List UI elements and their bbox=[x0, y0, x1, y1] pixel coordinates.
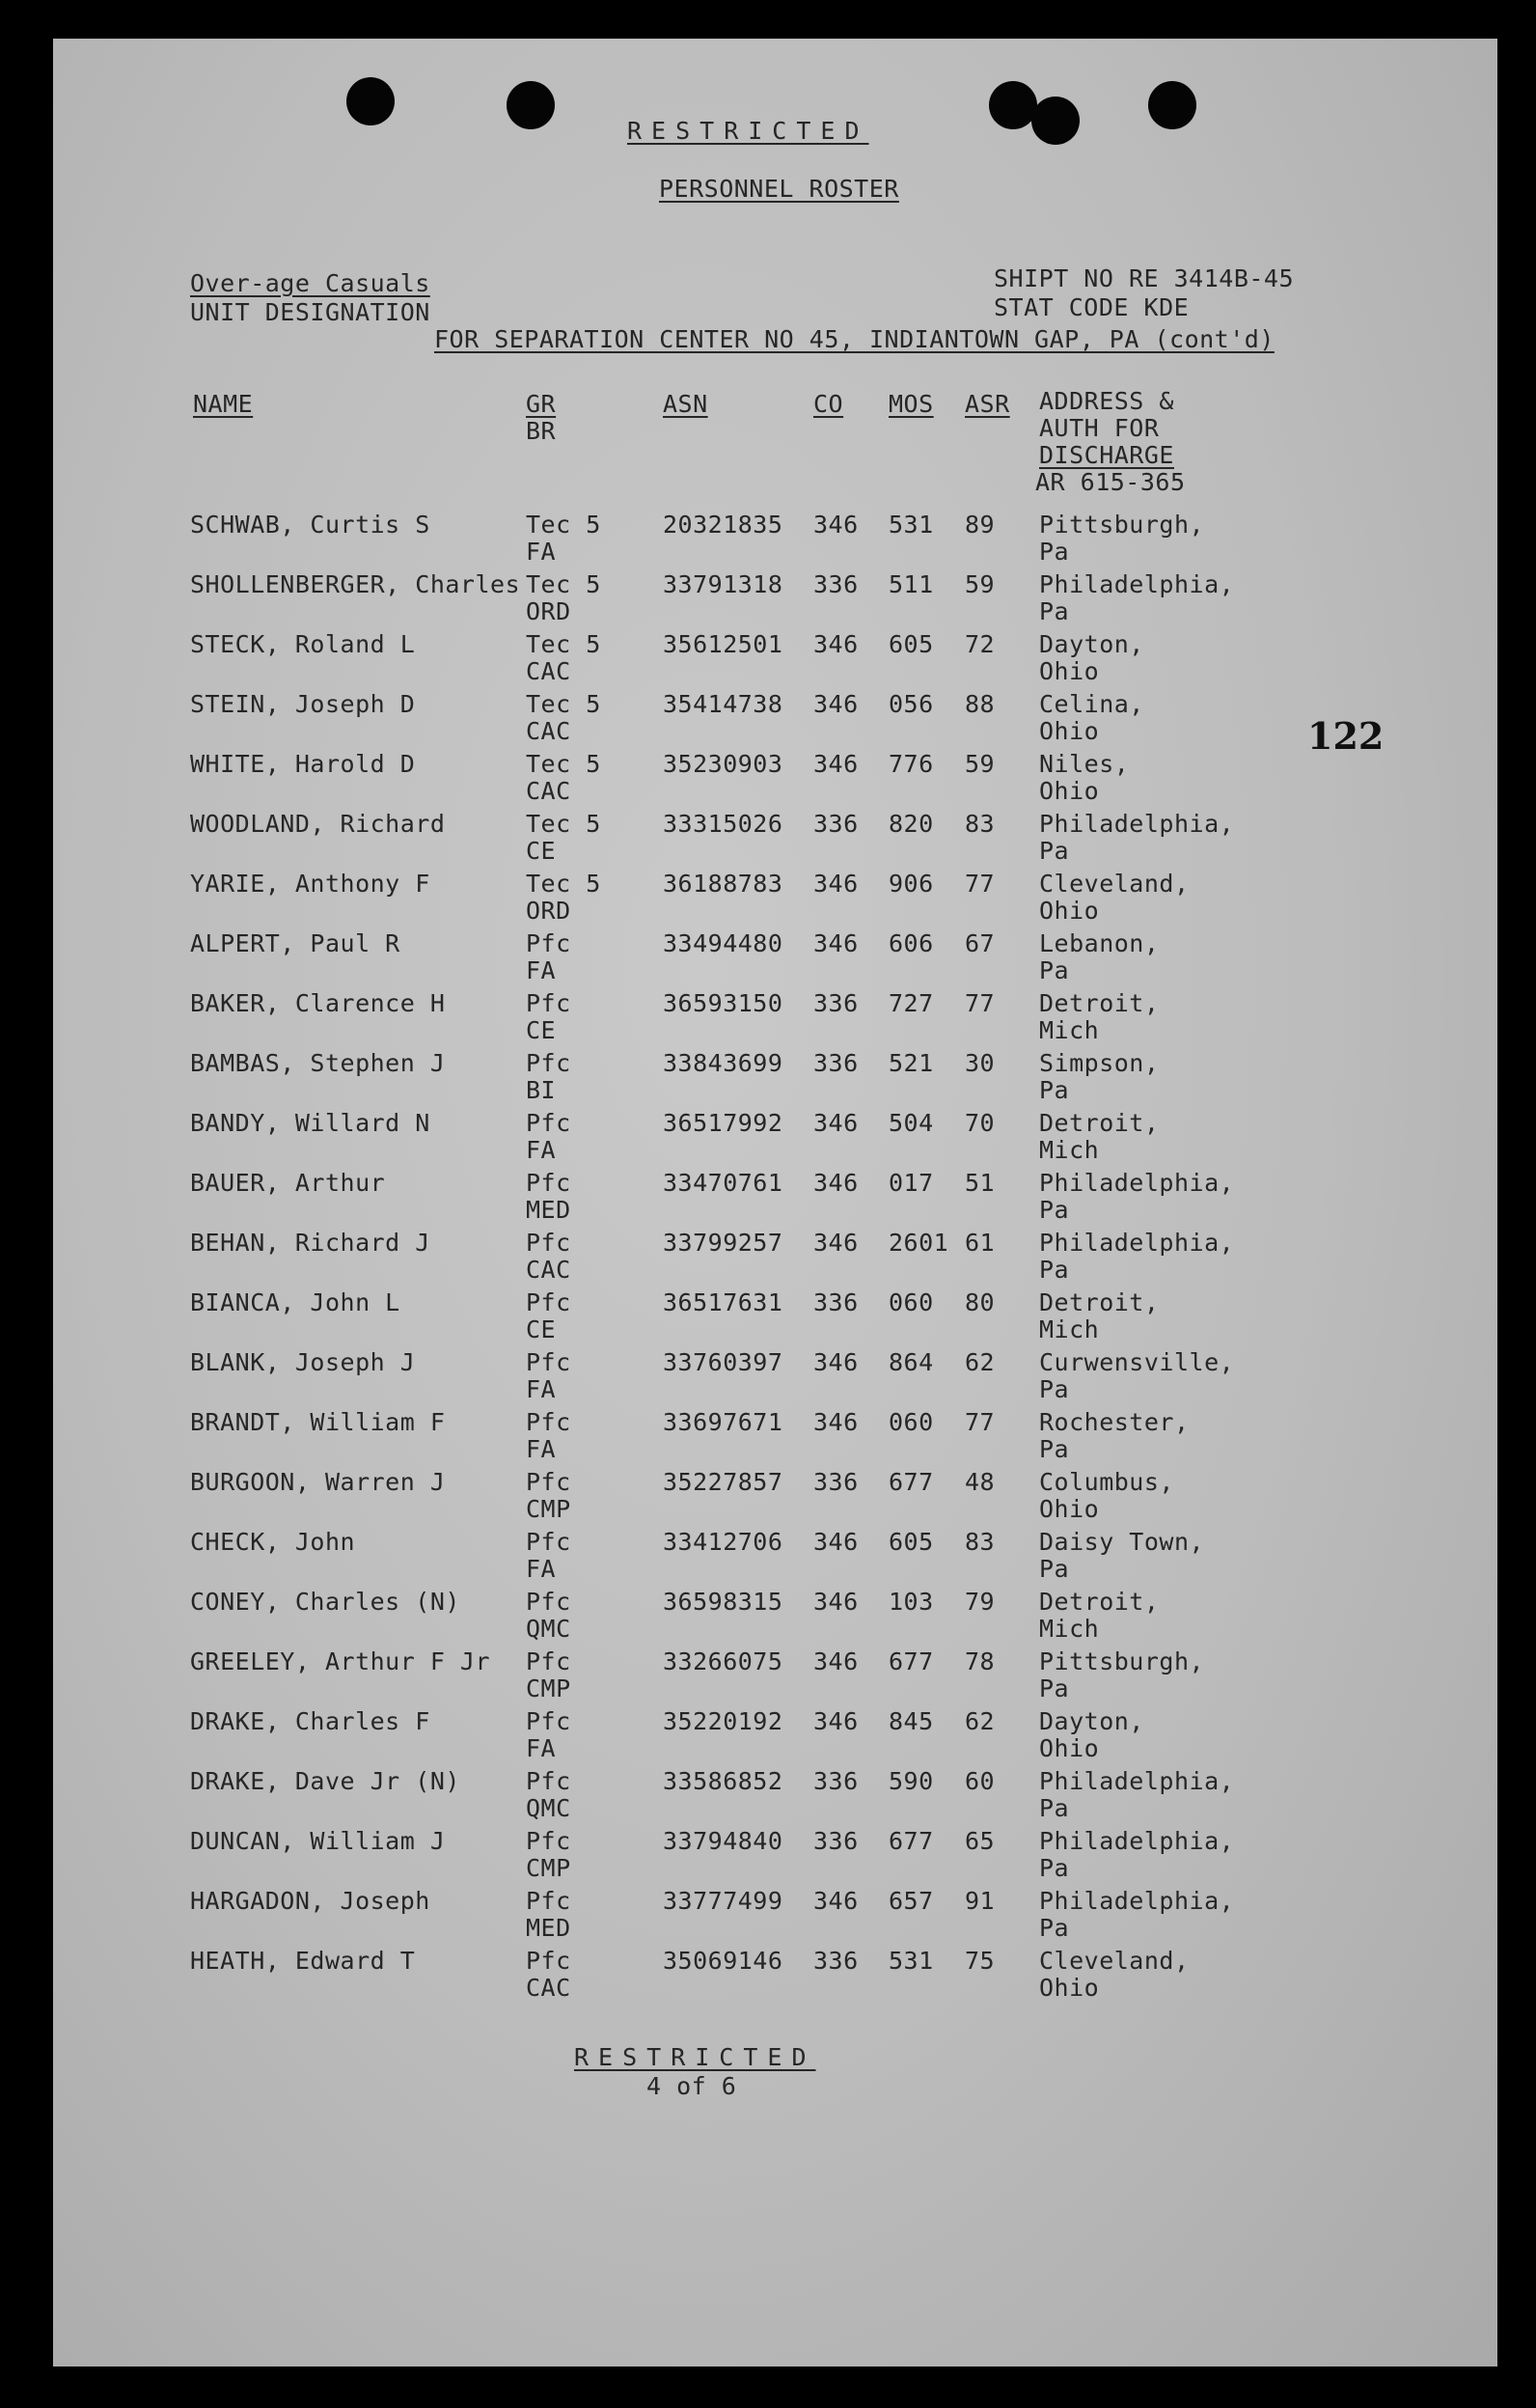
unit-designation-label: UNIT DESIGNATION bbox=[190, 298, 430, 326]
row-branch: MED bbox=[526, 1914, 571, 1942]
row-asn: 36598315 bbox=[663, 1588, 783, 1616]
row-mos: 776 bbox=[889, 750, 934, 778]
row-name: CHECK, John bbox=[190, 1528, 356, 1556]
row-mos: 590 bbox=[889, 1767, 934, 1795]
roster-title: PERSONNEL ROSTER bbox=[659, 175, 899, 203]
row-grade: Tec 5 bbox=[526, 630, 601, 658]
row-branch: FA bbox=[526, 1734, 557, 1762]
row-grade: Pfc bbox=[526, 1049, 571, 1077]
row-asr: 59 bbox=[965, 750, 996, 778]
row-grade: Pfc bbox=[526, 1887, 571, 1915]
row-mos: 531 bbox=[889, 1947, 934, 1975]
row-asr: 51 bbox=[965, 1169, 996, 1197]
row-asn: 20321835 bbox=[663, 511, 783, 539]
restricted-footer: RESTRICTED bbox=[574, 2043, 816, 2071]
row-name: CONEY, Charles (N) bbox=[190, 1588, 460, 1616]
row-city: Dayton, bbox=[1039, 1707, 1144, 1735]
row-asn: 36188783 bbox=[663, 870, 783, 898]
row-co: 346 bbox=[813, 1348, 859, 1376]
row-asn: 33697671 bbox=[663, 1408, 783, 1436]
row-asr: 77 bbox=[965, 1408, 996, 1436]
row-asr: 77 bbox=[965, 989, 996, 1017]
row-mos: 906 bbox=[889, 870, 934, 898]
row-asn: 33586852 bbox=[663, 1767, 783, 1795]
row-city: Detroit, bbox=[1039, 1109, 1160, 1137]
row-co: 346 bbox=[813, 1707, 859, 1735]
row-grade: Tec 5 bbox=[526, 570, 601, 598]
row-asn: 36593150 bbox=[663, 989, 783, 1017]
col-address-header-1: ADDRESS & bbox=[1039, 387, 1174, 415]
shipment-number: SHIPT NO RE 3414B-45 bbox=[994, 264, 1295, 292]
row-mos: 727 bbox=[889, 989, 934, 1017]
row-grade: Pfc bbox=[526, 1647, 571, 1675]
punch-hole-3 bbox=[989, 81, 1037, 129]
row-grade: Tec 5 bbox=[526, 810, 601, 838]
row-co: 336 bbox=[813, 1468, 859, 1496]
row-asr: 30 bbox=[965, 1049, 996, 1077]
col-name-header: NAME bbox=[193, 390, 254, 418]
row-asr: 70 bbox=[965, 1109, 996, 1137]
row-branch: FA bbox=[526, 956, 557, 984]
row-city: Detroit, bbox=[1039, 1288, 1160, 1316]
row-asn: 35230903 bbox=[663, 750, 783, 778]
row-branch: BI bbox=[526, 1076, 557, 1104]
row-city: Philadelphia, bbox=[1039, 1229, 1235, 1257]
row-asr: 78 bbox=[965, 1647, 996, 1675]
row-asr: 88 bbox=[965, 690, 996, 718]
row-grade: Tec 5 bbox=[526, 511, 601, 539]
row-state: Pa bbox=[1039, 1196, 1070, 1224]
row-mos: 511 bbox=[889, 570, 934, 598]
roster-page bbox=[53, 39, 1497, 2366]
row-branch: ORD bbox=[526, 897, 571, 925]
col-address-header-3: DISCHARGE bbox=[1039, 441, 1174, 469]
col-grade-header: GR bbox=[526, 390, 557, 418]
row-state: Pa bbox=[1039, 1555, 1070, 1583]
row-asr: 83 bbox=[965, 810, 996, 838]
row-mos: 521 bbox=[889, 1049, 934, 1077]
row-grade: Pfc bbox=[526, 1767, 571, 1795]
row-city: Daisy Town, bbox=[1039, 1528, 1205, 1556]
row-branch: CE bbox=[526, 837, 557, 865]
row-asn: 33470761 bbox=[663, 1169, 783, 1197]
col-mos-header: MOS bbox=[889, 390, 934, 418]
destination: FOR SEPARATION CENTER NO 45, INDIANTOWN GAP, PA (cont'd) bbox=[434, 325, 1275, 353]
row-asn: 35227857 bbox=[663, 1468, 783, 1496]
row-city: Columbus, bbox=[1039, 1468, 1174, 1496]
row-asn: 33494480 bbox=[663, 929, 783, 957]
row-asn: 36517631 bbox=[663, 1288, 783, 1316]
row-branch: CE bbox=[526, 1315, 557, 1343]
row-co: 346 bbox=[813, 1229, 859, 1257]
row-co: 346 bbox=[813, 929, 859, 957]
row-state: Pa bbox=[1039, 1076, 1070, 1104]
row-name: BANDY, Willard N bbox=[190, 1109, 430, 1137]
row-branch: CAC bbox=[526, 1974, 571, 2002]
row-co: 336 bbox=[813, 1049, 859, 1077]
row-state: Ohio bbox=[1039, 717, 1100, 745]
row-state: Ohio bbox=[1039, 777, 1100, 805]
row-co: 336 bbox=[813, 1947, 859, 1975]
row-city: Rochester, bbox=[1039, 1408, 1190, 1436]
col-co-header: CO bbox=[813, 390, 844, 418]
row-mos: 657 bbox=[889, 1887, 934, 1915]
row-asr: 67 bbox=[965, 929, 996, 957]
row-name: SHOLLENBERGER, Charles bbox=[190, 570, 521, 598]
row-grade: Pfc bbox=[526, 929, 571, 957]
row-asr: 72 bbox=[965, 630, 996, 658]
row-co: 346 bbox=[813, 870, 859, 898]
row-co: 346 bbox=[813, 1588, 859, 1616]
row-grade: Pfc bbox=[526, 1229, 571, 1257]
row-branch: MED bbox=[526, 1196, 571, 1224]
row-asn: 33777499 bbox=[663, 1887, 783, 1915]
row-grade: Pfc bbox=[526, 989, 571, 1017]
row-branch: FA bbox=[526, 1375, 557, 1403]
row-grade: Pfc bbox=[526, 1468, 571, 1496]
row-grade: Pfc bbox=[526, 1109, 571, 1137]
row-state: Ohio bbox=[1039, 1734, 1100, 1762]
row-name: YARIE, Anthony F bbox=[190, 870, 430, 898]
row-grade: Tec 5 bbox=[526, 750, 601, 778]
row-city: Pittsburgh, bbox=[1039, 1647, 1205, 1675]
row-name: HEATH, Edward T bbox=[190, 1947, 416, 1975]
row-asr: 65 bbox=[965, 1827, 996, 1855]
page-number: 4 of 6 bbox=[646, 2072, 737, 2100]
row-branch: CMP bbox=[526, 1675, 571, 1702]
row-co: 346 bbox=[813, 750, 859, 778]
col-branch-header: BR bbox=[526, 417, 557, 445]
row-mos: 605 bbox=[889, 1528, 934, 1556]
row-city: Philadelphia, bbox=[1039, 1169, 1235, 1197]
row-asn: 35220192 bbox=[663, 1707, 783, 1735]
row-co: 346 bbox=[813, 630, 859, 658]
row-grade: Pfc bbox=[526, 1827, 571, 1855]
row-asr: 91 bbox=[965, 1887, 996, 1915]
row-asn: 35612501 bbox=[663, 630, 783, 658]
row-co: 346 bbox=[813, 1408, 859, 1436]
row-co: 336 bbox=[813, 1827, 859, 1855]
restricted-header: RESTRICTED bbox=[627, 117, 869, 145]
row-branch: CAC bbox=[526, 717, 571, 745]
row-state: Mich bbox=[1039, 1315, 1100, 1343]
row-asn: 33412706 bbox=[663, 1528, 783, 1556]
row-city: Curwensville, bbox=[1039, 1348, 1235, 1376]
row-name: BAKER, Clarence H bbox=[190, 989, 446, 1017]
row-mos: 677 bbox=[889, 1468, 934, 1496]
row-mos: 864 bbox=[889, 1348, 934, 1376]
row-co: 336 bbox=[813, 570, 859, 598]
row-name: WOODLAND, Richard bbox=[190, 810, 446, 838]
col-address-header-4: AR 615-365 bbox=[1035, 468, 1186, 496]
row-branch: FA bbox=[526, 538, 557, 566]
row-city: Cleveland, bbox=[1039, 1947, 1190, 1975]
row-state: Ohio bbox=[1039, 657, 1100, 685]
row-asr: 83 bbox=[965, 1528, 996, 1556]
row-city: Philadelphia, bbox=[1039, 1767, 1235, 1795]
row-state: Pa bbox=[1039, 837, 1070, 865]
row-branch: CE bbox=[526, 1016, 557, 1044]
row-name: STEIN, Joseph D bbox=[190, 690, 416, 718]
row-name: HARGADON, Joseph bbox=[190, 1887, 430, 1915]
row-asr: 62 bbox=[965, 1348, 996, 1376]
row-state: Mich bbox=[1039, 1016, 1100, 1044]
row-city: Simpson, bbox=[1039, 1049, 1160, 1077]
row-state: Pa bbox=[1039, 597, 1070, 625]
page-stamp-number: 122 bbox=[1307, 714, 1385, 758]
row-state: Pa bbox=[1039, 1375, 1070, 1403]
row-name: DRAKE, Dave Jr (N) bbox=[190, 1767, 460, 1795]
row-state: Ohio bbox=[1039, 1974, 1100, 2002]
row-grade: Pfc bbox=[526, 1528, 571, 1556]
row-co: 336 bbox=[813, 1288, 859, 1316]
punch-hole-4 bbox=[1031, 97, 1080, 145]
row-asr: 62 bbox=[965, 1707, 996, 1735]
punch-hole-1 bbox=[346, 77, 395, 125]
row-city: Philadelphia, bbox=[1039, 1887, 1235, 1915]
row-branch: FA bbox=[526, 1435, 557, 1463]
row-asr: 89 bbox=[965, 511, 996, 539]
row-asn: 33266075 bbox=[663, 1647, 783, 1675]
row-branch: ORD bbox=[526, 597, 571, 625]
row-state: Pa bbox=[1039, 1854, 1070, 1882]
row-name: BLANK, Joseph J bbox=[190, 1348, 416, 1376]
row-name: BEHAN, Richard J bbox=[190, 1229, 430, 1257]
row-city: Philadelphia, bbox=[1039, 570, 1235, 598]
row-co: 346 bbox=[813, 511, 859, 539]
row-city: Philadelphia, bbox=[1039, 810, 1235, 838]
row-asr: 75 bbox=[965, 1947, 996, 1975]
row-name: BAMBAS, Stephen J bbox=[190, 1049, 446, 1077]
row-asr: 80 bbox=[965, 1288, 996, 1316]
row-grade: Pfc bbox=[526, 1588, 571, 1616]
row-city: Dayton, bbox=[1039, 630, 1144, 658]
row-co: 346 bbox=[813, 1169, 859, 1197]
row-name: BURGOON, Warren J bbox=[190, 1468, 446, 1496]
row-name: DUNCAN, William J bbox=[190, 1827, 446, 1855]
row-city: Detroit, bbox=[1039, 1588, 1160, 1616]
row-co: 336 bbox=[813, 1767, 859, 1795]
row-grade: Pfc bbox=[526, 1348, 571, 1376]
row-grade: Tec 5 bbox=[526, 870, 601, 898]
row-grade: Pfc bbox=[526, 1169, 571, 1197]
row-mos: 2601 bbox=[889, 1229, 949, 1257]
unit-name: Over-age Casuals bbox=[190, 269, 430, 297]
row-state: Mich bbox=[1039, 1136, 1100, 1164]
row-name: SCHWAB, Curtis S bbox=[190, 511, 430, 539]
row-state: Pa bbox=[1039, 1675, 1070, 1702]
row-name: STECK, Roland L bbox=[190, 630, 416, 658]
row-city: Detroit, bbox=[1039, 989, 1160, 1017]
row-mos: 103 bbox=[889, 1588, 934, 1616]
row-name: WHITE, Harold D bbox=[190, 750, 416, 778]
row-grade: Pfc bbox=[526, 1408, 571, 1436]
row-asn: 35069146 bbox=[663, 1947, 783, 1975]
row-state: Pa bbox=[1039, 956, 1070, 984]
col-address-header-2: AUTH FOR bbox=[1039, 414, 1160, 442]
col-asr-header: ASR bbox=[965, 390, 1010, 418]
row-name: DRAKE, Charles F bbox=[190, 1707, 430, 1735]
row-state: Pa bbox=[1039, 538, 1070, 566]
row-city: Niles, bbox=[1039, 750, 1130, 778]
row-city: Philadelphia, bbox=[1039, 1827, 1235, 1855]
row-mos: 531 bbox=[889, 511, 934, 539]
row-state: Mich bbox=[1039, 1615, 1100, 1643]
row-asr: 79 bbox=[965, 1588, 996, 1616]
row-grade: Pfc bbox=[526, 1288, 571, 1316]
row-co: 346 bbox=[813, 1109, 859, 1137]
row-asn: 35414738 bbox=[663, 690, 783, 718]
row-mos: 605 bbox=[889, 630, 934, 658]
row-mos: 017 bbox=[889, 1169, 934, 1197]
row-city: Celina, bbox=[1039, 690, 1144, 718]
row-mos: 677 bbox=[889, 1647, 934, 1675]
punch-hole-5 bbox=[1148, 81, 1196, 129]
row-asr: 77 bbox=[965, 870, 996, 898]
row-co: 336 bbox=[813, 810, 859, 838]
row-asn: 33799257 bbox=[663, 1229, 783, 1257]
row-grade: Pfc bbox=[526, 1707, 571, 1735]
row-asn: 36517992 bbox=[663, 1109, 783, 1137]
row-branch: CAC bbox=[526, 1256, 571, 1284]
row-state: Pa bbox=[1039, 1914, 1070, 1942]
row-mos: 060 bbox=[889, 1288, 934, 1316]
stat-code: STAT CODE KDE bbox=[994, 293, 1190, 321]
row-name: BAUER, Arthur bbox=[190, 1169, 386, 1197]
row-asn: 33843699 bbox=[663, 1049, 783, 1077]
row-co: 346 bbox=[813, 1647, 859, 1675]
row-mos: 056 bbox=[889, 690, 934, 718]
row-city: Lebanon, bbox=[1039, 929, 1160, 957]
row-state: Pa bbox=[1039, 1435, 1070, 1463]
row-mos: 606 bbox=[889, 929, 934, 957]
row-branch: CAC bbox=[526, 657, 571, 685]
row-asr: 59 bbox=[965, 570, 996, 598]
row-co: 336 bbox=[813, 989, 859, 1017]
row-branch: CMP bbox=[526, 1854, 571, 1882]
row-mos: 845 bbox=[889, 1707, 934, 1735]
row-state: Ohio bbox=[1039, 897, 1100, 925]
row-branch: CAC bbox=[526, 777, 571, 805]
row-city: Pittsburgh, bbox=[1039, 511, 1205, 539]
row-asn: 33315026 bbox=[663, 810, 783, 838]
row-asn: 33794840 bbox=[663, 1827, 783, 1855]
row-asr: 60 bbox=[965, 1767, 996, 1795]
row-name: BRANDT, William F bbox=[190, 1408, 446, 1436]
row-co: 346 bbox=[813, 1887, 859, 1915]
row-mos: 820 bbox=[889, 810, 934, 838]
row-asr: 61 bbox=[965, 1229, 996, 1257]
row-mos: 060 bbox=[889, 1408, 934, 1436]
row-name: GREELEY, Arthur F Jr bbox=[190, 1647, 491, 1675]
col-asn-header: ASN bbox=[663, 390, 708, 418]
row-branch: QMC bbox=[526, 1615, 571, 1643]
row-branch: QMC bbox=[526, 1794, 571, 1822]
row-branch: FA bbox=[526, 1555, 557, 1583]
row-grade: Tec 5 bbox=[526, 690, 601, 718]
row-co: 346 bbox=[813, 1528, 859, 1556]
row-city: Cleveland, bbox=[1039, 870, 1190, 898]
row-mos: 677 bbox=[889, 1827, 934, 1855]
row-asr: 48 bbox=[965, 1468, 996, 1496]
row-mos: 504 bbox=[889, 1109, 934, 1137]
row-name: ALPERT, Paul R bbox=[190, 929, 400, 957]
row-name: BIANCA, John L bbox=[190, 1288, 400, 1316]
row-branch: CMP bbox=[526, 1495, 571, 1523]
row-co: 346 bbox=[813, 690, 859, 718]
row-branch: FA bbox=[526, 1136, 557, 1164]
row-grade: Pfc bbox=[526, 1947, 571, 1975]
row-state: Ohio bbox=[1039, 1495, 1100, 1523]
row-asn: 33760397 bbox=[663, 1348, 783, 1376]
row-state: Pa bbox=[1039, 1794, 1070, 1822]
row-asn: 33791318 bbox=[663, 570, 783, 598]
punch-hole-2 bbox=[507, 81, 555, 129]
row-state: Pa bbox=[1039, 1256, 1070, 1284]
